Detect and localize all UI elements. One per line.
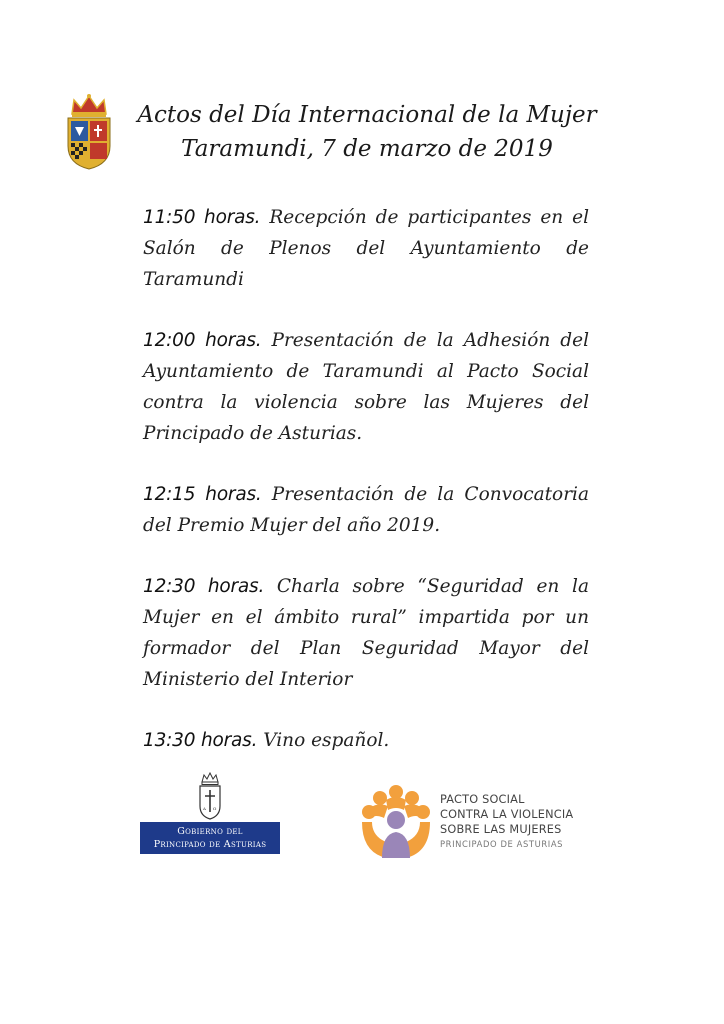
event-item [143,325,589,449]
event-text: Presentación de la Adhesión del Ayuntamiento de Taramundi al Pacto Social contra la violencia sobre las Mujeres del Principado de Asturias. [143,330,589,444]
pacto-line-1: PACTO SOCIAL [440,793,525,806]
event-time: 12:30 horas. [143,576,265,597]
coat-of-arms-icon [64,92,114,170]
pacto-social-logo [358,778,588,862]
event-time: 12:00 horas. [143,330,262,351]
event-text: Vino español. [263,730,390,751]
asturias-emblem-icon [197,772,223,820]
gobierno-line-1: Gobierno del [177,826,243,837]
event-time: 12:15 horas. [143,484,262,505]
svg-text:A: A [203,806,206,811]
title-line-2: Taramundi, 7 de marzo de 2019 [181,136,553,162]
pacto-social-text [440,792,573,852]
gobierno-line-2: Principado de Asturias [153,839,267,850]
event-item [143,725,589,756]
event-text: Presentación de la Convocatoria del Premio Mujer del año 2019. [143,484,589,536]
event-list [143,202,589,786]
gobierno-label-box [140,822,280,854]
event-text: Recepción de participantes en el Salón de Plenos del Ayuntamiento de Taramundi [143,207,589,290]
page-title [132,98,602,166]
event-time: 13:30 horas. [143,730,258,751]
pacto-line-3: SOBRE LAS MUJERES [440,823,562,836]
gobierno-logo [140,772,280,854]
event-item [143,571,589,695]
women-circle-icon [358,782,434,862]
event-text: Charla sobre “Seguridad en la Mujer en el ámbito rural” impartida por un formador del Plan Seguridad Mayor del Ministerio del Interior [143,576,589,690]
event-time: 11:50 horas. [143,207,261,228]
pacto-line-2: CONTRA LA VIOLENCIA [440,808,574,821]
event-item [143,479,589,541]
event-item [143,202,589,295]
pacto-line-4: PRINCIPADO DE ASTURIAS [440,839,564,849]
svg-text:Ω: Ω [213,806,217,811]
title-line-1: Actos del Día Internacional de la Mujer [137,102,597,128]
